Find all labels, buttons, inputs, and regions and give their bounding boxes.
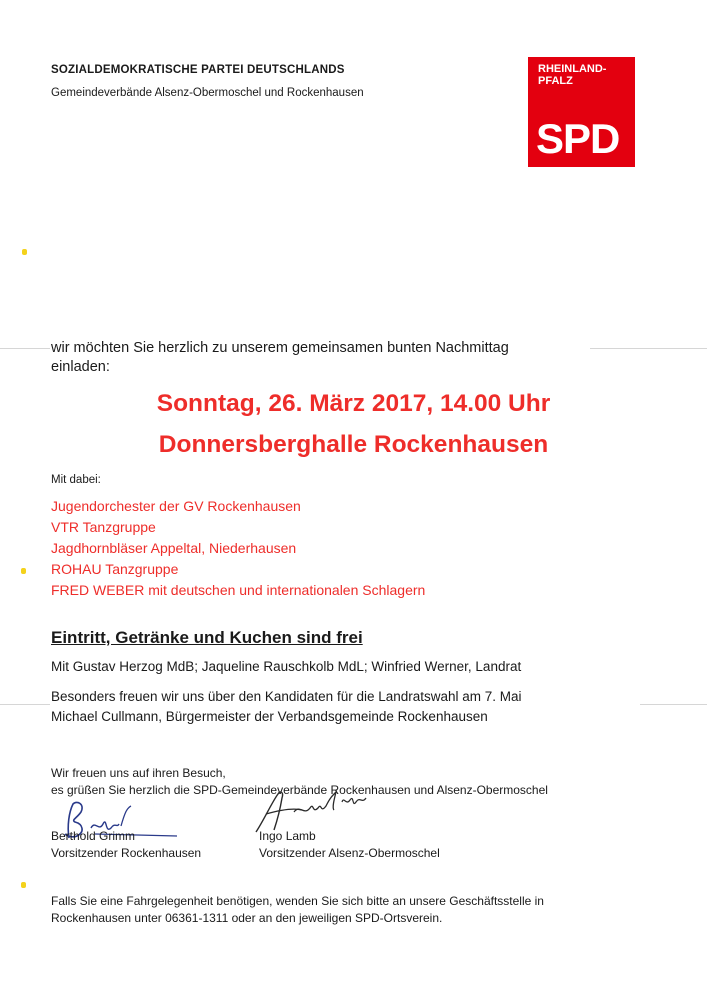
signer-name: Berthold Grimm [51,829,136,843]
signature-block-left [51,828,201,862]
list-item: VTR Tanzgruppe [51,519,156,535]
margin-mark [22,249,27,255]
special-line: Michael Cullmann, Bürgermeister der Verbandsgemeinde Rockenhausen [51,709,488,724]
list-item: FRED WEBER mit deutschen und internationalen Schlagern [51,582,426,598]
guests-line: Mit Gustav Herzog MdB; Jaqueline Rauschkolb MdL; Winfried Werner, Landrat [51,659,522,674]
note-line: Falls Sie eine Fahrgelegenheit benötigen, wenden Sie sich bitte an unsere Geschäftsstelle in [51,894,544,908]
greeting-line: Wir freuen uns auf ihren Besuch, [51,766,226,780]
intro-line: einladen: [51,359,110,375]
scan-line [0,348,50,349]
party-name: SOZIALDEMOKRATISCHE PARTEI DEUTSCHLANDS [51,64,345,76]
special-guest [51,687,691,727]
spd-logo [528,57,635,167]
list-item: Jugendorchester der GV Rockenhausen [51,498,301,514]
logo-wordmark: SPD [536,115,620,162]
free-admission: Eintritt, Getränke und Kuchen sind frei [51,628,363,647]
event-date: Sonntag, 26. März 2017, 14.00 Uhr [156,390,551,417]
participants-heading: Mit dabei: [51,474,101,486]
transport-note [51,893,671,927]
greeting-line: es grüßen Sie herzlich die SPD-Gemeindeverbände Rockenhausen und Alsenz-Obermoschel [51,783,548,797]
note-line: Rockenhausen unter 06361-1311 oder an den jeweiligen SPD-Ortsverein. [51,911,443,925]
signer-name: Ingo Lamb [259,829,316,843]
signature-block-right [259,828,440,862]
margin-mark [21,882,26,888]
special-line: Besonders freuen wir uns über den Kandidaten für die Landratswahl am 7. Mai [51,689,522,704]
signer-role: Vorsitzender Alsenz-Obermoschel [259,846,440,860]
participants-list [51,496,425,601]
invitation-intro [51,339,611,377]
intro-line: wir möchten Sie herzlich zu unserem gemeinsamen bunten Nachmittag [51,340,509,356]
signer-role: Vorsitzender Rockenhausen [51,846,202,860]
event-venue: Donnersberghalle Rockenhausen [158,431,549,458]
logo-region: RHEINLAND- PFALZ [538,63,607,87]
margin-mark [21,568,26,574]
list-item: Jagdhornbläser Appeltal, Niederhausen [51,540,297,556]
list-item: ROHAU Tanzgruppe [51,561,179,577]
associations-name: Gemeindeverbände Alsenz-Obermoschel und Rockenhausen [51,87,364,99]
scan-line [0,704,50,705]
